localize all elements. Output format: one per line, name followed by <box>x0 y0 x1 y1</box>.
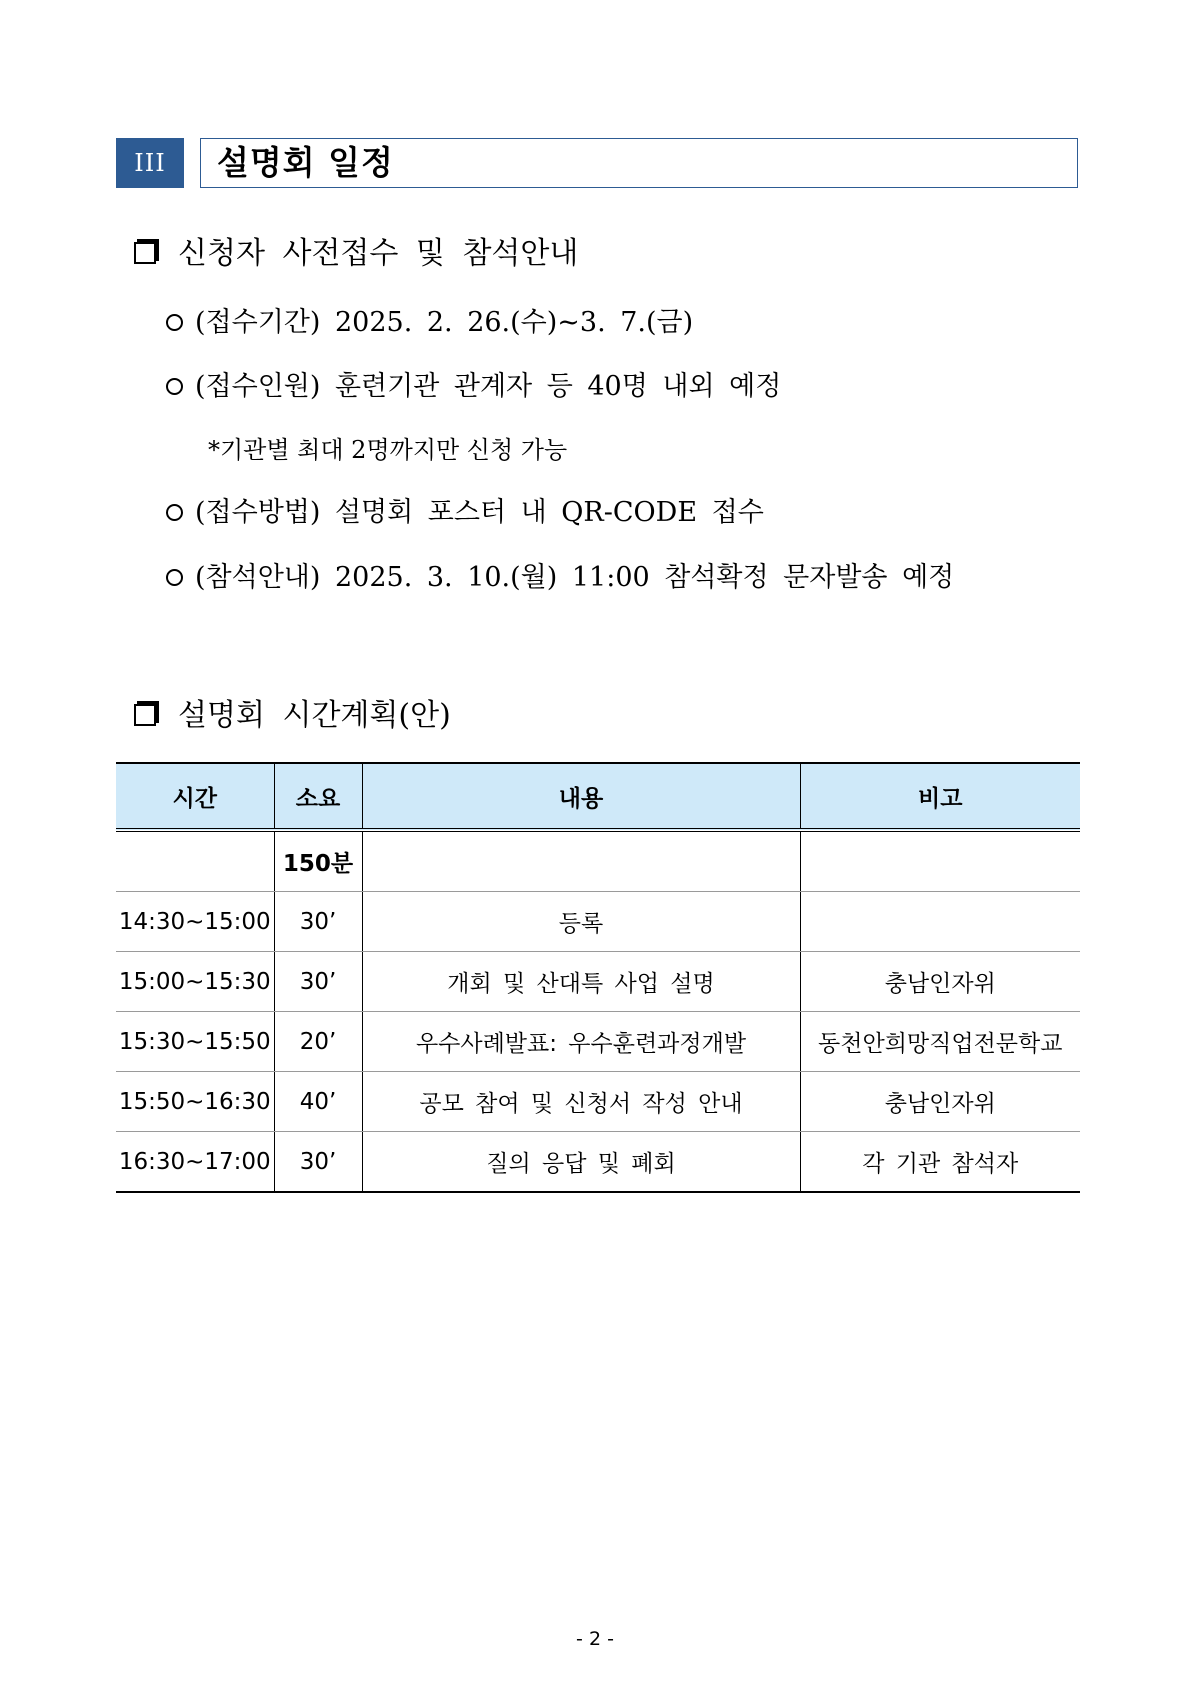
table-header-row <box>116 763 1080 830</box>
cell-duration: 150분 <box>274 830 362 892</box>
cell-content: 질의 응답 및 폐회 <box>362 1132 800 1193</box>
page-number: - 2 - <box>576 1628 614 1650</box>
table-row <box>116 952 1080 1012</box>
cell-remarks: 충남인자위 <box>800 952 1080 1012</box>
table-row <box>116 892 1080 952</box>
section-header <box>116 138 1079 190</box>
section-title-box <box>200 138 1078 188</box>
table-row <box>116 830 1080 892</box>
section-number: III <box>116 138 184 188</box>
list-item <box>166 300 693 339</box>
cell-content: 우수사례발표: 우수훈련과정개발 <box>362 1012 800 1072</box>
cell-duration: 30’ <box>274 1132 362 1193</box>
cell-content: 공모 참여 및 신청서 작성 안내 <box>362 1072 800 1132</box>
cell-remarks <box>800 830 1080 892</box>
heading-schedule-text: 설명회 시간계획(안) <box>178 698 451 733</box>
heading-schedule <box>134 690 451 734</box>
cell-duration: 40’ <box>274 1072 362 1132</box>
list-item <box>166 555 954 594</box>
checkbox-square-icon <box>134 704 156 726</box>
cell-content: 등록 <box>362 892 800 952</box>
cell-time: 16:30~17:00 <box>116 1132 274 1193</box>
note-text: *기관별 최대 2명까지만 신청 가능 <box>208 436 568 464</box>
table-row <box>116 1132 1080 1193</box>
list-item-text: (접수인원) 훈련기관 관계자 등 40명 내외 예정 <box>195 371 782 402</box>
list-item-text: (접수기간) 2025. 2. 26.(수)~3. 7.(금) <box>195 307 694 338</box>
cell-time: 15:50~16:30 <box>116 1072 274 1132</box>
circle-bullet-icon <box>166 569 183 586</box>
cell-remarks: 동천안희망직업전문학교 <box>800 1012 1080 1072</box>
cell-content <box>362 830 800 892</box>
circle-bullet-icon <box>166 504 183 521</box>
column-header-content: 내용 <box>362 763 800 830</box>
table-row <box>116 1012 1080 1072</box>
table-row <box>116 1072 1080 1132</box>
checkbox-square-icon <box>134 242 156 264</box>
column-header-remarks: 비고 <box>800 763 1080 830</box>
column-header-time: 시간 <box>116 763 274 830</box>
heading-registration-text: 신청자 사전접수 및 참석안내 <box>178 236 579 271</box>
schedule-table <box>116 762 1080 1193</box>
cell-duration: 30’ <box>274 952 362 1012</box>
cell-remarks: 충남인자위 <box>800 1072 1080 1132</box>
cell-time: 14:30~15:00 <box>116 892 274 952</box>
cell-time <box>116 830 274 892</box>
column-header-duration: 소요 <box>274 763 362 830</box>
cell-time: 15:30~15:50 <box>116 1012 274 1072</box>
heading-registration <box>134 228 578 272</box>
list-item-text: (참석안내) 2025. 3. 10.(월) 11:00 참석확정 문자발송 예정 <box>195 562 955 593</box>
list-item <box>166 490 764 529</box>
cell-time: 15:00~15:30 <box>116 952 274 1012</box>
list-item <box>166 364 781 403</box>
cell-remarks: 각 기관 참석자 <box>800 1132 1080 1193</box>
section-title: 설명회 일정 <box>217 143 394 182</box>
cell-duration: 30’ <box>274 892 362 952</box>
circle-bullet-icon <box>166 378 183 395</box>
circle-bullet-icon <box>166 314 183 331</box>
list-item-text: (접수방법) 설명회 포스터 내 QR-CODE 접수 <box>195 497 764 528</box>
cell-remarks <box>800 892 1080 952</box>
cell-duration: 20’ <box>274 1012 362 1072</box>
cell-content: 개회 및 산대특 사업 설명 <box>362 952 800 1012</box>
